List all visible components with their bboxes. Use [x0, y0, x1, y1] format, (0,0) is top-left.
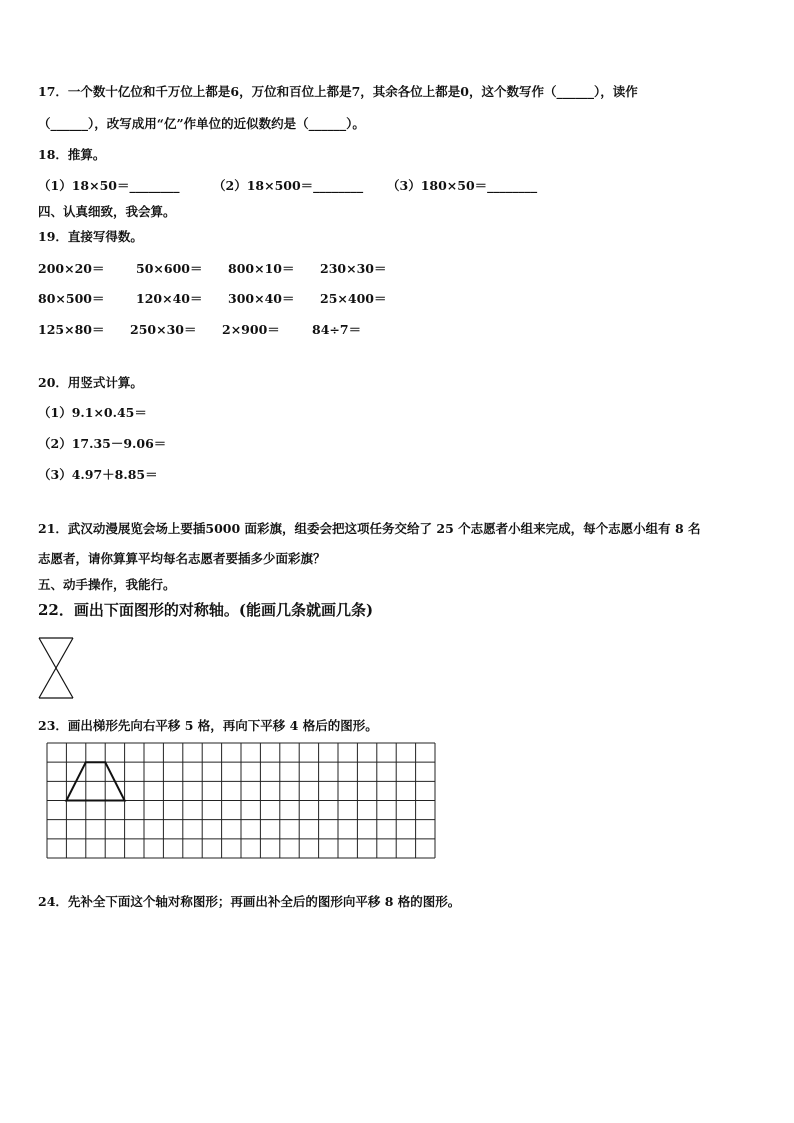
q19-r3-c4: 84÷7＝	[312, 322, 362, 337]
q17-line1: 17．一个数十亿位和千万位上都是6，万位和百位上都是7，其余各位上都是0，这个数写作（______），读作	[38, 84, 638, 99]
q18-title: 18．推算。	[38, 147, 106, 162]
q18-item-1: （1）18×50＝________	[38, 178, 180, 193]
q18-item-2: （2）18×500＝________	[213, 178, 364, 193]
q17-line2: （______），改写成用“亿”作单位的近似数约是（______）。	[38, 116, 365, 131]
q19-title: 19．直接写得数。	[38, 229, 143, 244]
q19-r1-c2: 50×600＝	[136, 261, 203, 276]
q21-line2: 志愿者，请你算算平均每名志愿者要插多少面彩旗？	[38, 551, 326, 566]
q19-r3-c3: 2×900＝	[222, 322, 280, 337]
q20-title: 20．用竖式计算。	[38, 375, 143, 390]
q19-r2-c4: 25×400＝	[320, 291, 387, 306]
q20-item-1: （1）9.1×0.45＝	[38, 405, 147, 420]
q19-r3-c2: 250×30＝	[130, 322, 197, 337]
q20-item-2: （2）17.35－9.06＝	[38, 436, 167, 451]
q18-item-3: （3）180×50＝________	[387, 178, 538, 193]
q21-line1: 21．武汉动漫展览会场上要插5000 面彩旗，组委会把这项任务交给了 25 个志愿者小组来完成，每个志愿小组有 8 名	[38, 521, 701, 536]
q19-r1-c3: 800×10＝	[228, 261, 295, 276]
q19-r2-c2: 120×40＝	[136, 291, 203, 306]
q24-title: 24．先补全下面这个轴对称图形；再画出补全后的图形向平移 8 格的图形。	[38, 894, 461, 909]
hourglass-figure	[38, 637, 74, 699]
q23-title: 23．画出梯形先向右平移 5 格，再向下平移 4 格后的图形。	[38, 718, 378, 733]
q19-r2-c1: 80×500＝	[38, 291, 105, 306]
q20-item-3: （3）4.97＋8.85＝	[38, 467, 158, 482]
q19-r1-c4: 230×30＝	[320, 261, 387, 276]
q22-title: 22．画出下面图形的对称轴。(能画几条就画几条)	[38, 601, 374, 619]
section-4-heading: 四、认真细致，我会算。	[38, 204, 176, 219]
q19-r2-c3: 300×40＝	[228, 291, 295, 306]
q19-r3-c1: 125×80＝	[38, 322, 105, 337]
square-grid	[47, 743, 435, 859]
section-5-heading: 五、动手操作，我能行。	[38, 577, 176, 592]
q19-r1-c1: 200×20＝	[38, 261, 105, 276]
